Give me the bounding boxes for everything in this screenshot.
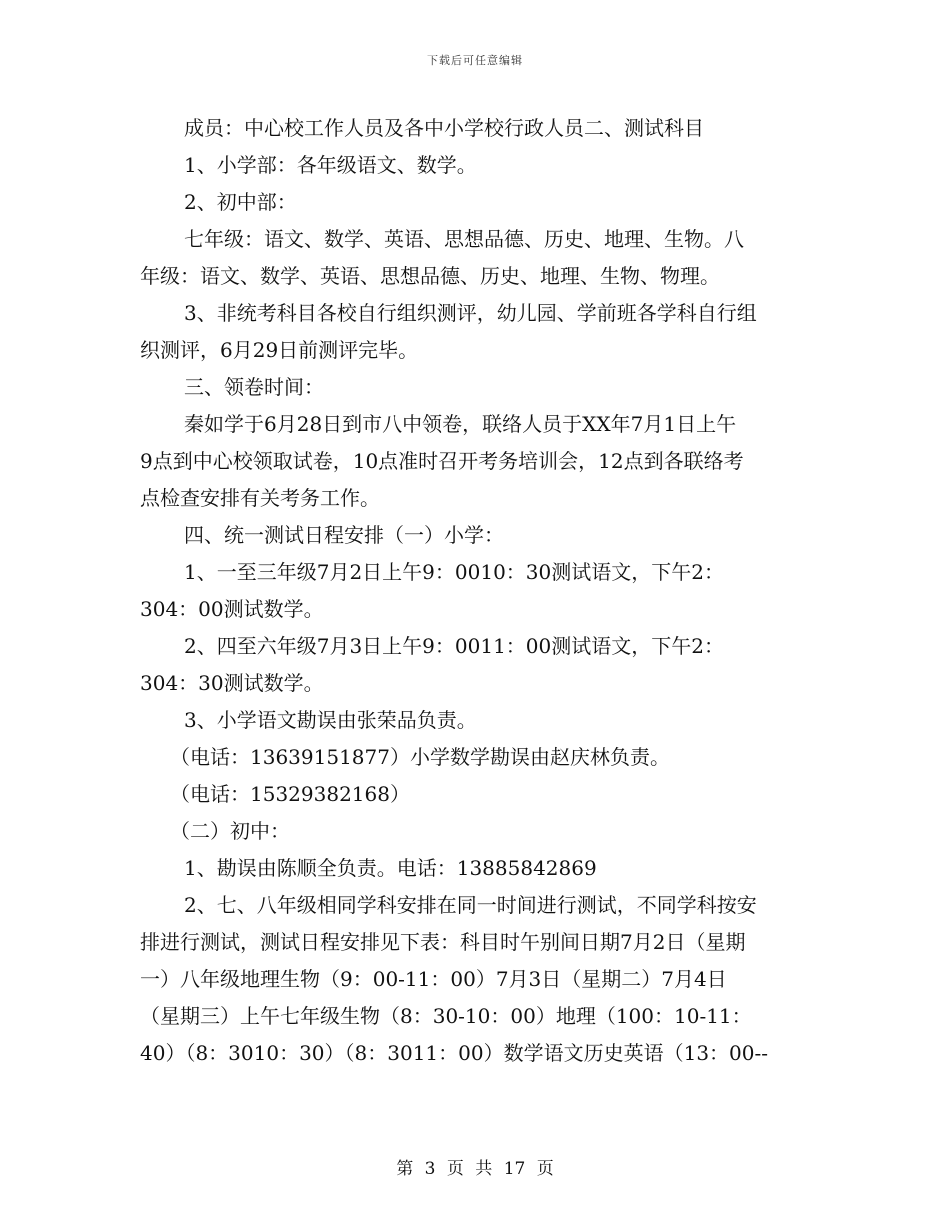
page-header: 下载后可任意编辑 (427, 54, 523, 67)
paragraph-line: 40）（8：3010：30）（8：3011：00）数学语文历史英语（13：00-- (140, 1041, 769, 1065)
page-footer: 第 3 页 共 17 页 (396, 1159, 554, 1179)
paragraph-line: 1、勘误由陈顺全负责。电话：13885842869 (184, 856, 597, 880)
section-heading: （二）初中： (170, 819, 290, 843)
section-heading: 四、统一测试日程安排（一）小学： (184, 523, 504, 547)
paragraph-line: 成员：中心校工作人员及各中小学校行政人员二、测试科目 (184, 116, 704, 140)
paragraph-line: 点检查安排有关考务工作。 (140, 486, 380, 510)
paragraph-line: 2、四至六年级7月3日上午9：0011：00测试语文，下午2： (184, 634, 724, 658)
document-body (140, 110, 812, 1072)
paragraph-line: 2、初中部： (184, 190, 297, 214)
paragraph-line: 一）八年级地理生物（9：00-11：00）7月3日（星期二）7月4日 (140, 967, 727, 991)
paragraph-line: 排进行测试，测试日程安排见下表：科目时午别间日期7月2日（星期 (140, 930, 746, 954)
paragraph-line: 304：00测试数学。 (140, 597, 324, 621)
paragraph-line: （电话：15329382168） (170, 782, 410, 806)
paragraph-line: 七年级：语文、数学、英语、思想品德、历史、地理、生物。八 (184, 227, 744, 251)
paragraph-line: （电话：13639151877）小学数学勘误由赵庆林负责。 (170, 745, 670, 769)
paragraph-line: 304：30测试数学。 (140, 671, 324, 695)
paragraph-line: 织测评，6月29日前测评完毕。 (140, 338, 419, 362)
paragraph-line: 9点到中心校领取试卷，10点准时召开考务培训会，12点到各联络考 (140, 449, 744, 473)
paragraph-line: 2、七、八年级相同学科安排在同一时间进行测试，不同学科按安 (184, 893, 757, 917)
paragraph-line: 3、小学语文勘误由张荣品负责。 (184, 708, 477, 732)
paragraph-line: （星期三）上午七年级生物（8：30-10：00）地理（100：10-11： (140, 1004, 752, 1028)
paragraph-line: 年级：语文、数学、英语、思想品德、历史、地理、生物、物理。 (140, 264, 720, 288)
paragraph-line: 秦如学于6月28日到市八中领卷，联络人员于XX年7月1日上午 (184, 412, 737, 436)
paragraph-line: 1、小学部：各年级语文、数学。 (184, 153, 477, 177)
section-heading: 三、领卷时间： (184, 375, 324, 399)
paragraph-line: 1、一至三年级7月2日上午9：0010：30测试语文，下午2： (184, 560, 724, 584)
paragraph-line: 3、非统考科目各校自行组织测评，幼儿园、学前班各学科自行组 (184, 301, 757, 325)
